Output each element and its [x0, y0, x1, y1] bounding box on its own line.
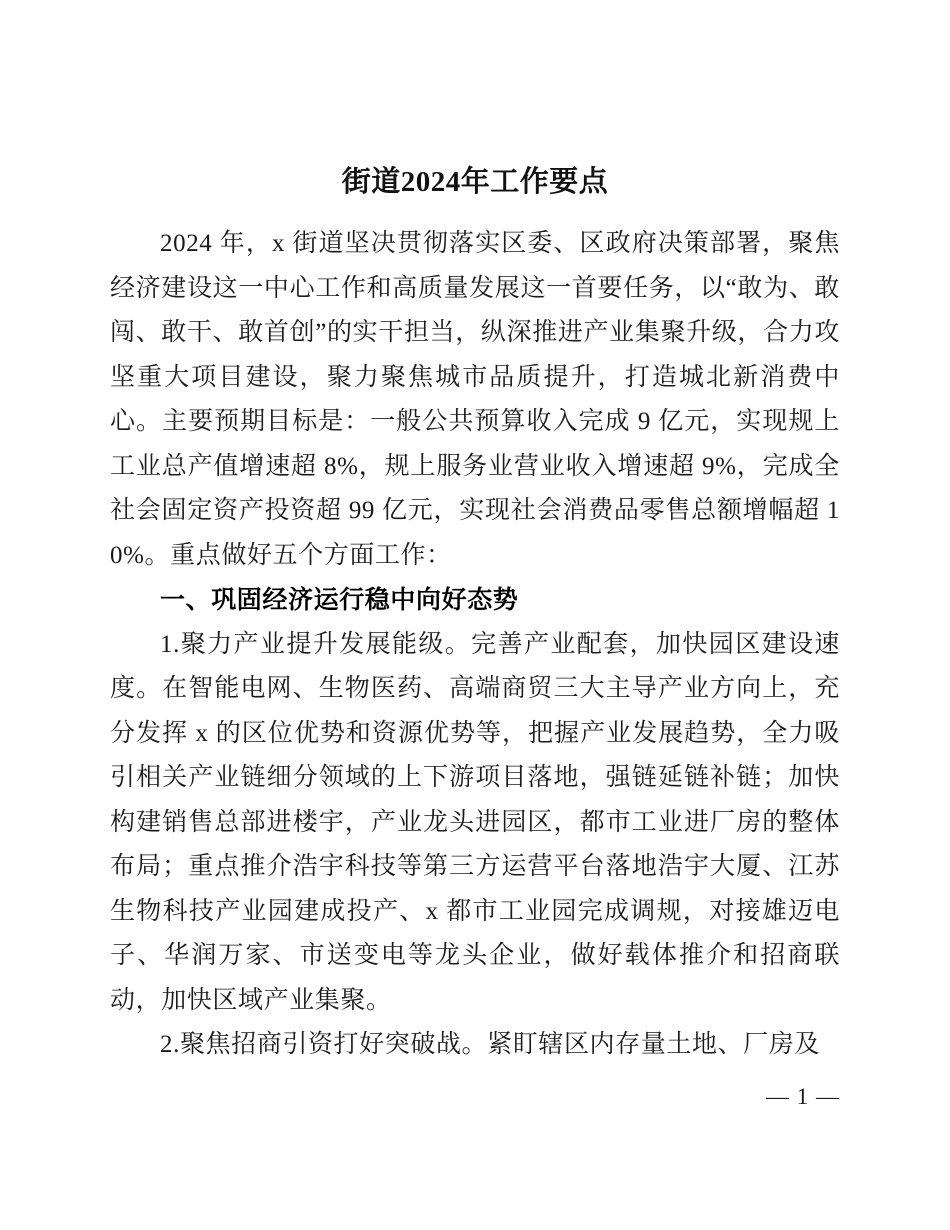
- list-item-one-paragraph: 1.聚力产业提升发展能级。完善产业配套，加快园区建设速度。在智能电网、生物医药、高端商贸三大主导产业方向上，充分发挥 x 的区位优势和资源优势等，把握产业发展趋势，全力吸引相关产业链细分领域的上下游项目落地，强链延链补链；加快构建销售总部进楼宇，产业龙头进园区，都市工业进厂房的整体布局；重点推介浩宇科技等第三方运营平台落地浩宇大厦、江苏生物科技产业园建成投产、x 都市工业园完成调规，对接雄迈电子、华润万家、市送变电等龙头企业，做好载体推介和招商联动，加快区域产业集聚。: [110, 630, 840, 1014]
- section-heading-one: 一、巩固经济运行稳中向好态势: [160, 586, 519, 614]
- list-item-two-paragraph: 2.聚焦招商引资打好突破战。紧盯辖区内存量土地、厂房及: [160, 1031, 820, 1058]
- page-number-footer: — 1 —: [766, 1084, 840, 1109]
- page-title: 街道2024年工作要点: [341, 166, 609, 198]
- document-body: [110, 160, 840, 1068]
- intro-paragraph: 2024 年，x 街道坚决贯彻落实区委、区政府决策部署，聚焦经济建设这一中心工作和高质量发展这一首要任务，以“敢为、敢闯、敢干、敢首创”的实干担当，纵深推进产业集聚升级，合力攻坚重大项目建设，聚力聚焦城市品质提升，打造城北新消费中心。主要预期目标是：一般公共预算收入完成 9 亿元，实现规上工业总产值增速超 8%，规上服务业营业收入增速超 9%，完成全社会固定资产投资超 99 亿元，实现社会消费品零售总额增幅超 10%。重点做好五个方面工作：: [110, 230, 840, 569]
